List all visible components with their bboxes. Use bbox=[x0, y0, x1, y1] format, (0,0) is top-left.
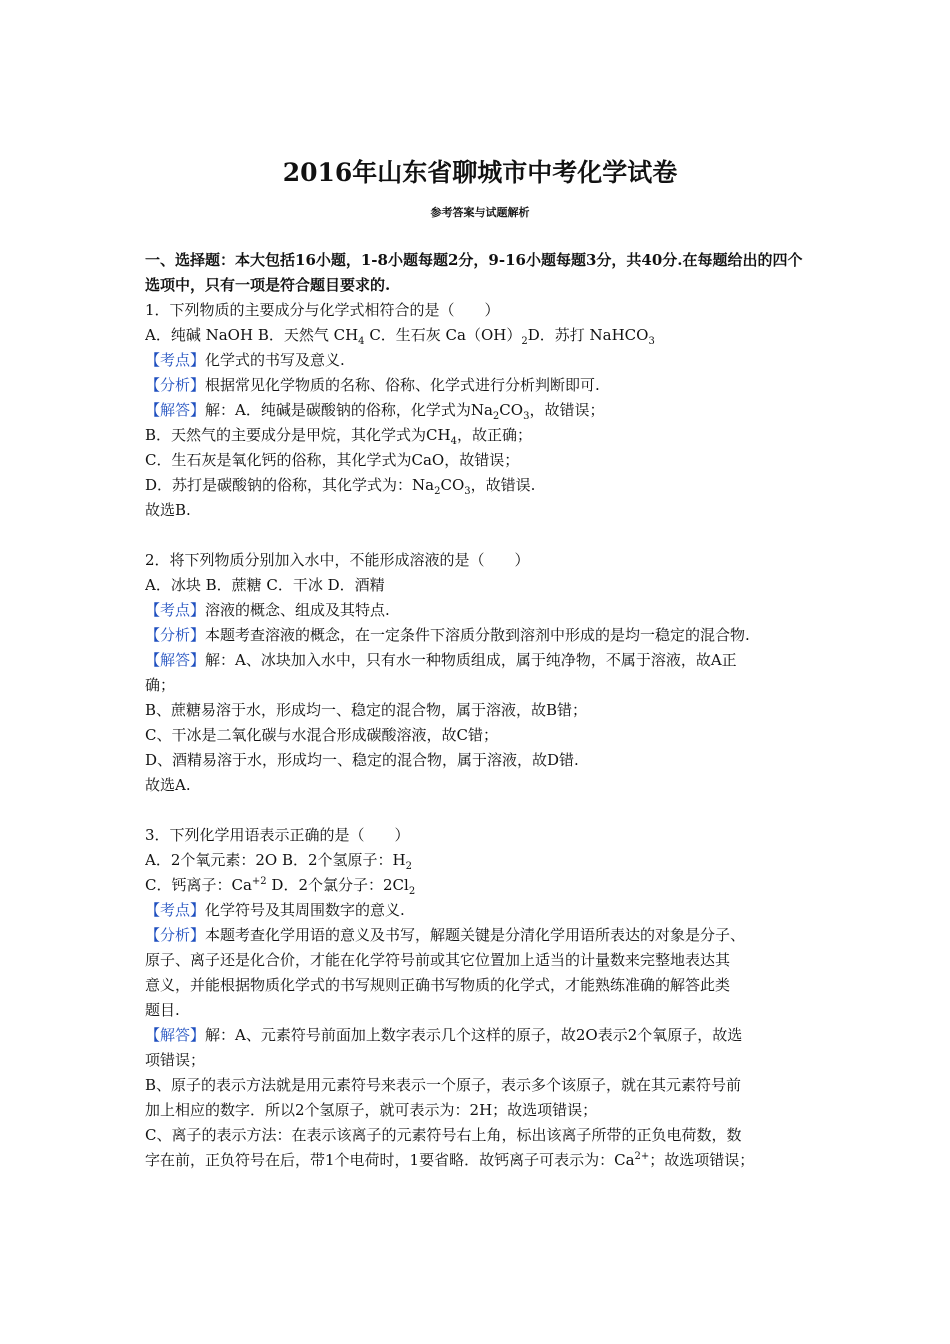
jieda-tag: 【解答】 bbox=[145, 651, 206, 669]
q2-answer: 故选A. bbox=[145, 776, 191, 794]
q3-fenxi-2: 原子、离子还是化合价，才能在化学符号前或其它位置加上适当的计量数来完整地表达其 bbox=[145, 951, 731, 969]
q3-b-1: B、原子的表示方法就是用元素符号来表示一个原子，表示多个该原子，就在其元素符号前 bbox=[145, 1076, 742, 1094]
q1-stem: 1．下列物质的主要成分与化学式相符合的是（ ） bbox=[145, 301, 500, 319]
page-subtitle: 参考答案与试题解析 bbox=[430, 206, 530, 219]
q1-jieda: 【解答】解：A．纯碱是碳酸钠的俗称，化学式为$Na_2CO_3$，故错误； bbox=[145, 401, 605, 422]
q3-jieda: 【解答】解：A、元素符号前面加上数字表示几个这样的原子，故2O表示2个氧原子，故选 bbox=[145, 1026, 743, 1044]
fenxi-tag: 【分析】 bbox=[145, 376, 206, 394]
q3-options-cd: C．钙离子：$Ca^{+2}$ D．2个氯分子：$2Cl_2$ bbox=[145, 876, 416, 897]
q2-fenxi: 【分析】本题考查溶液的概念，在一定条件下溶质分散到溶剂中形成的是均一稳定的混合物. bbox=[145, 626, 750, 644]
jieda-tag: 【解答】 bbox=[145, 401, 206, 419]
fenxi-tag: 【分析】 bbox=[145, 926, 206, 944]
q1-answer: 故选B. bbox=[145, 501, 191, 519]
q2-d: D、酒精易溶于水，形成均一、稳定的混合物，属于溶液，故D错. bbox=[145, 751, 579, 769]
q2-stem: 2．将下列物质分别加入水中，不能形成溶液的是（ ） bbox=[145, 551, 530, 569]
q3-stem: 3．下列化学用语表示正确的是（ ） bbox=[145, 826, 410, 844]
section-header: 一、选择题：本大包括16小题，1-8小题每题2分，9-16小题每题3分，共40分.在每题给出的四个选项中，只有一项是符合题目要求的. bbox=[145, 251, 803, 294]
q3-c-1: C、离子的表示方法：在表示该离子的元素符号右上角，标出该离子所带的正负电荷数，数 bbox=[145, 1126, 742, 1144]
kaodian-tag: 【考点】 bbox=[145, 351, 206, 369]
q3-jieda-cont: 项错误； bbox=[145, 1051, 206, 1069]
q3-options-ab: A．2个氧元素：2O B．2个氢原子：$H_2$ bbox=[145, 851, 413, 872]
q2-b: B、蔗糖易溶于水，形成均一、稳定的混合物，属于溶液，故B错； bbox=[145, 701, 588, 719]
kaodian-tag: 【考点】 bbox=[145, 901, 206, 919]
q2-jieda: 【解答】解：A、冰块加入水中，只有水一种物质组成，属于纯净物，不属于溶液，故A正 bbox=[145, 651, 737, 669]
jieda-tag: 【解答】 bbox=[145, 1026, 206, 1044]
q3-c-2: 字在前，正负符号在后，带1个电荷时，1要省略．故钙离子可表示为：$Ca^{2+}$；故选项错误； bbox=[145, 1151, 755, 1169]
q3-fenxi: 【分析】本题考查化学用语的意义及书写，解题关键是分清化学用语所表达的对象是分子、 bbox=[145, 926, 746, 944]
q3-kaodian: 【考点】化学符号及其周围数字的意义. bbox=[145, 901, 405, 919]
q2-jieda-cont: 确； bbox=[145, 676, 176, 694]
page-title: 2016年山东省聊城市中考化学试卷 bbox=[282, 158, 678, 187]
fenxi-tag: 【分析】 bbox=[145, 626, 206, 644]
q2-c: C、干冰是二氧化碳与水混合形成碳酸溶液，故C错； bbox=[145, 726, 498, 744]
q1-c: C．生石灰是氧化钙的俗称，其化学式为CaO，故错误； bbox=[145, 451, 520, 469]
q1-fenxi: 【分析】根据常见化学物质的名称、俗称、化学式进行分析判断即可. bbox=[145, 376, 600, 394]
document-page bbox=[145, 150, 815, 1173]
q3-b-2: 加上相应的数字．所以2个氢原子，就可表示为：2H；故选项错误； bbox=[145, 1101, 598, 1119]
q2-options: A．冰块 B．蔗糖 C．干冰 D．酒精 bbox=[145, 576, 385, 594]
kaodian-tag: 【考点】 bbox=[145, 601, 206, 619]
q1-kaodian: 【考点】化学式的书写及意义. bbox=[145, 351, 345, 369]
q1-d: D．苏打是碳酸钠的俗称，其化学式为：$Na_2CO_3$，故错误. bbox=[145, 476, 536, 497]
q2-kaodian: 【考点】溶液的概念、组成及其特点. bbox=[145, 601, 390, 619]
q1-options: A．纯碱 NaOH B．天然气 $CH_4$ C．生石灰 $Ca(OH)_2D$．苏打 NaHCO$_3$ bbox=[145, 326, 655, 347]
q3-fenxi-4: 题目. bbox=[145, 1001, 180, 1019]
q1-b: B．天然气的主要成分是甲烷，其化学式为$CH_4$，故正确； bbox=[145, 426, 532, 447]
q3-fenxi-3: 意义，并能根据物质化学式的书写规则正确书写物质的化学式，才能熟练准确的解答此类 bbox=[145, 976, 731, 994]
